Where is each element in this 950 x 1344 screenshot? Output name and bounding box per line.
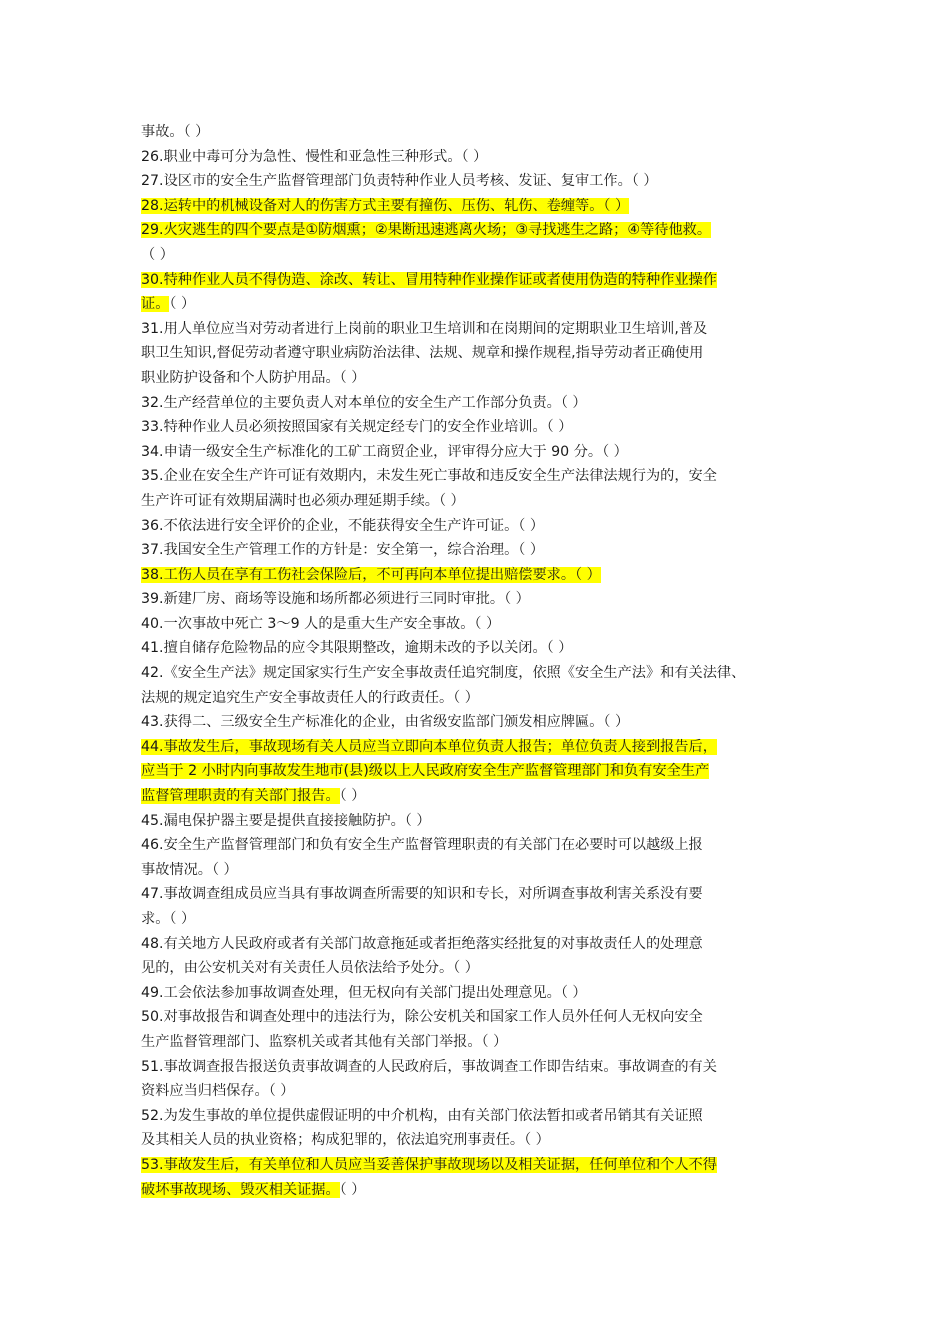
text-line — [141, 440, 813, 465]
text-line — [141, 759, 813, 784]
text-line — [141, 169, 813, 194]
text-line — [141, 858, 813, 883]
text-run: 生产许可证有效期届满时也必须办理延期手续。（ ） — [141, 492, 465, 509]
text-run: 27.设区市的安全生产监督管理部门负责特种作业人员考核、发证、复审工作。（ ） — [141, 173, 658, 190]
text-line — [141, 1153, 813, 1178]
text-run: 40.一次事故中死亡 3～9 人的是重大生产安全事故。（ ） — [141, 615, 501, 632]
highlighted-text: 44.事故发生后，事故现场有关人员应当立即向本单位负责人报告；单位负责人接到报告后， — [141, 738, 717, 755]
text-line — [141, 317, 813, 342]
text-run: 51.事故调查报告报送负责事故调查的人民政府后，事故调查工作即告结束。事故调查的有关 — [141, 1058, 717, 1075]
text-line — [141, 784, 813, 809]
text-line — [141, 981, 813, 1006]
text-run: 49.工会依法参加事故调查处理，但无权向有关部门提出处理意见。（ ） — [141, 984, 587, 1001]
text-run: 职卫生知识,督促劳动者遵守职业病防治法律、法规、规章和操作规程,指导劳动者正确使用 — [141, 345, 704, 362]
text-run: 33.特种作业人员必须按照国家有关规定经专门的安全作业培训。（ ） — [141, 419, 573, 436]
text-run: 45.漏电保护器主要是提供直接接触防护。（ ） — [141, 812, 431, 829]
text-line — [141, 489, 813, 514]
text-line — [141, 145, 813, 170]
text-line — [141, 661, 813, 686]
text-line — [141, 710, 813, 735]
highlighted-text: 证。 — [141, 296, 170, 313]
text-line — [141, 1005, 813, 1030]
text-line — [141, 538, 813, 563]
highlighted-text: 38.工伤人员在享有工伤社会保险后，不可再向本单位提出赔偿要求。（ ） — [141, 566, 601, 583]
text-line — [141, 268, 813, 293]
text-line — [141, 882, 813, 907]
text-run: 46.安全生产监督管理部门和负有安全生产监督管理职责的有关部门在必要时可以越级上报 — [141, 837, 703, 854]
text-line — [141, 956, 813, 981]
highlighted-text: 应当于 2 小时内向事故发生地市(县)级以上人民政府安全生产监督管理部门和负有安全生产 — [141, 763, 710, 780]
text-line — [141, 514, 813, 539]
text-run: 47.事故调查组成员应当具有事故调查所需要的知识和专长，对所调查事故利害关系没有要 — [141, 886, 703, 903]
text-line — [141, 932, 813, 957]
text-line — [141, 292, 813, 317]
text-line — [141, 907, 813, 932]
text-run: 42.《安全生产法》规定国家实行生产安全事故责任追究制度，依照《安全生产法》和有关法律、 — [141, 665, 746, 682]
highlighted-text: 30.特种作业人员不得伪造、涂改、转让、冒用特种作业操作证或者使用伪造的特种作业操作 — [141, 271, 717, 288]
text-line — [141, 1055, 813, 1080]
text-run: 50.对事故报告和调查处理中的违法行为，除公安机关和国家工作人员外任何人无权向安全 — [141, 1009, 703, 1026]
text-line — [141, 1104, 813, 1129]
text-line — [141, 833, 813, 858]
text-run: 26.职业中毒可分为急性、慢性和亚急性三种形式。（ ） — [141, 148, 488, 165]
text-line — [141, 809, 813, 834]
highlighted-text: 破坏事故现场、毁灭相关证据。 — [141, 1181, 340, 1198]
text-run: 31.用人单位应当对劳动者进行上岗前的职业卫生培训和在岗期间的定期职业卫生培训,普及 — [141, 320, 708, 337]
text-run: 职业防护设备和个人防护用品。（ ） — [141, 369, 366, 386]
text-line — [141, 194, 813, 219]
text-line — [141, 464, 813, 489]
text-run: 事故情况。（ ） — [141, 861, 238, 878]
text-run: 法规的规定追究生产安全事故责任人的行政责任。（ ） — [141, 689, 479, 706]
text-run: （ ） — [141, 246, 174, 263]
text-line — [141, 587, 813, 612]
text-line — [141, 341, 813, 366]
text-run: 35.企业在安全生产许可证有效期内，未发生死亡事故和违反安全生产法律法规行为的，安全 — [141, 468, 717, 485]
text-run: 43.获得二、三级安全生产标准化的企业，由省级安监部门颁发相应牌匾。（ ） — [141, 714, 630, 731]
text-line — [141, 243, 813, 268]
text-line — [141, 563, 813, 588]
document-body — [141, 120, 813, 1202]
text-run: 求。（ ） — [141, 911, 196, 927]
text-run: 36.不依法进行安全评价的企业，不能获得安全生产许可证。（ ） — [141, 517, 545, 534]
text-line — [141, 391, 813, 416]
text-line — [141, 1128, 813, 1153]
text-line — [141, 686, 813, 711]
text-run: 34.申请一级安全生产标准化的工矿工商贸企业，评审得分应大于 90 分。（ ） — [141, 443, 628, 460]
text-run: 及其相关人员的执业资格；构成犯罪的，依法追究刑事责任。（ ） — [141, 1132, 550, 1149]
text-run: 事故。（ ） — [141, 124, 210, 140]
text-run: 见的，由公安机关对有关责任人员依法给予处分。（ ） — [141, 960, 479, 977]
text-line — [141, 636, 813, 661]
text-run: （ ） — [169, 296, 196, 313]
highlighted-text: 53.事故发生后，有关单位和人员应当妥善保护事故现场以及相关证据，任何单位和个人不得 — [141, 1156, 717, 1173]
text-line — [141, 1030, 813, 1055]
highlighted-text: 监督管理职责的有关部门报告。 — [141, 788, 340, 805]
text-line — [141, 120, 813, 145]
text-line — [141, 612, 813, 637]
text-run: 资料应当归档保存。（ ） — [141, 1083, 295, 1100]
text-run: 48.有关地方人民政府或者有关部门故意拖延或者拒绝落实经批复的对事故责任人的处理意 — [141, 935, 703, 952]
text-run: 32.生产经营单位的主要负责人对本单位的安全生产工作部分负责。（ ） — [141, 394, 587, 411]
text-run: （ ） — [339, 1181, 366, 1198]
text-line — [141, 218, 813, 243]
text-line — [141, 1178, 813, 1203]
text-line — [141, 1079, 813, 1104]
text-line — [141, 735, 813, 760]
text-run: 39.新建厂房、商场等设施和场所都必须进行三同时审批。（ ） — [141, 591, 530, 608]
highlighted-text: 28.运转中的机械设备对人的伤害方式主要有撞伤、压伤、轧伤、卷缠等。（ ） — [141, 197, 630, 214]
highlighted-text: 29.火灾逃生的四个要点是①防烟熏；②果断迅速逃离火场；③寻找逃生之路；④等待他救。 — [141, 222, 712, 239]
text-run: 52.为发生事故的单位提供虚假证明的中介机构，由有关部门依法暂扣或者吊销其有关证照 — [141, 1107, 703, 1124]
text-run: （ ） — [339, 788, 366, 805]
text-run: 生产监督管理部门、监察机关或者其他有关部门举报。（ ） — [141, 1033, 508, 1050]
text-line — [141, 415, 813, 440]
text-run: 37.我国安全生产管理工作的方针是：安全第一，综合治理。（ ） — [141, 542, 545, 559]
text-line — [141, 366, 813, 391]
text-run: 41.擅自储存危险物品的应令其限期整改，逾期未改的予以关闭。（ ） — [141, 640, 573, 657]
